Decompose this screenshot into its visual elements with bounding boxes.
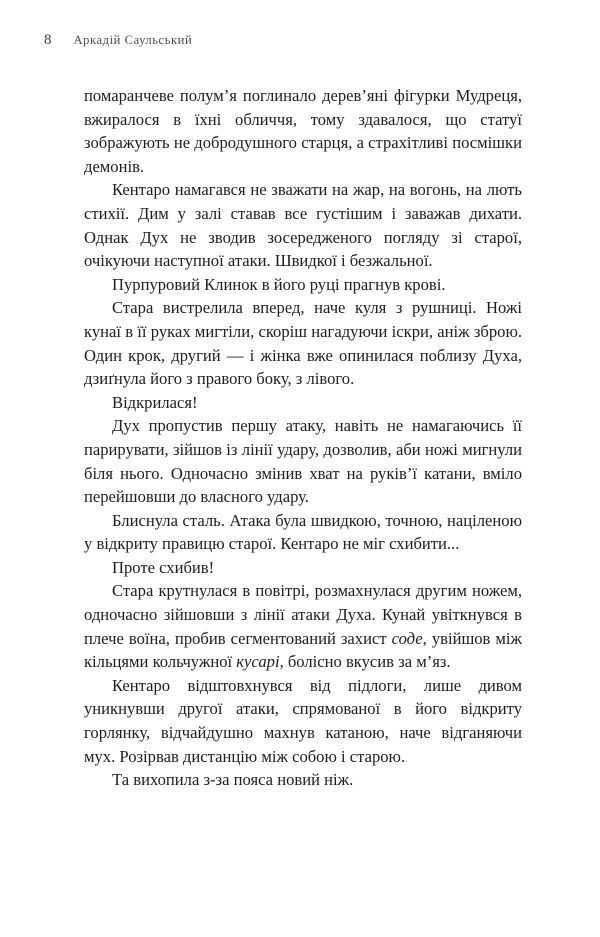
paragraph [84,178,522,272]
running-head [44,32,540,49]
text-run: Кентаро намагався не зважати на жар, на вогонь, на лють стихії. Дим у залі ставав все густішим і заважав дихати. Однак Дух не зводив зосередженого погляду зі старої, очікуючи наступної атаки. Швидкої і безжальної. [84,180,522,271]
paragraph [84,296,522,390]
text-run: Стара вистрелила вперед, наче куля з рушниці. Ножі кунаї в її руках мигтіли, скоріш нагадуючи іскри, аніж зброю. Один крок, другий — і жінка вже опинилася поблизу Духа, дзиґнула його з правого боку, з лівого. [84,298,522,389]
paragraph [84,768,522,792]
paragraph [84,273,522,297]
text-run: Дух пропустив першу атаку, навіть не намагаючись її парирувати, зійшов із лінії удару, дозволив, аби ножі мигнули біля нього. Одночасно змінив хват на руків’ї катани, вміло перейшовши до власного удару. [84,416,522,507]
paragraph [84,509,522,556]
author-name: Аркадій Саульський [73,33,193,47]
text-run: Кентаро відштовхнувся від підлоги, лише дивом уникнувши другої атаки, спрямованої в його відкриту горлянку, відчайдушно махнув катаною, наче відганяючи мух. Розірвав дистанцію між собою і старою. [84,675,522,766]
text-run: Пурпуровий Клинок в його руці прагнув крові. [112,274,446,294]
text-run: Та вихопила з-за пояса новий ніж. [112,770,354,790]
text-run: , болісно вкусив за м’яз. [279,652,451,672]
paragraph [84,84,522,178]
body-text [84,84,522,792]
paragraph [84,414,522,508]
paragraph [84,674,522,768]
text-run: Відкрилася! [112,392,198,412]
page-number: 8 [44,32,52,48]
italic-term: соде [391,628,423,648]
text-run: Блиснула сталь. Атака була швидкою, точною, націленою у відкриту правицю старої. Кентаро не міг схибити... [84,510,522,554]
text-run: Проте схибив! [112,557,215,577]
paragraph [84,556,522,580]
italic-term: кусарі [236,652,280,672]
text-run: помаранчеве полум’я поглинало дерев’яні фігурки Мудреця, вжиралося в їхні обличчя, тому здавалося, що статуї зображують не добродушного старця, а страхітливі посмішки демонів. [84,86,522,176]
text-run: , увійшов між кільцями кольчужної [84,628,522,672]
paragraph [84,579,522,673]
paragraph [84,391,522,415]
text-run: Стара крутнулася в повітрі, розмахнулася другим ножем, одночасно зійшовши з лінії атаки Духа. Кунай увіткнувся в плече воїна, пробив сегментований захист [84,581,522,648]
